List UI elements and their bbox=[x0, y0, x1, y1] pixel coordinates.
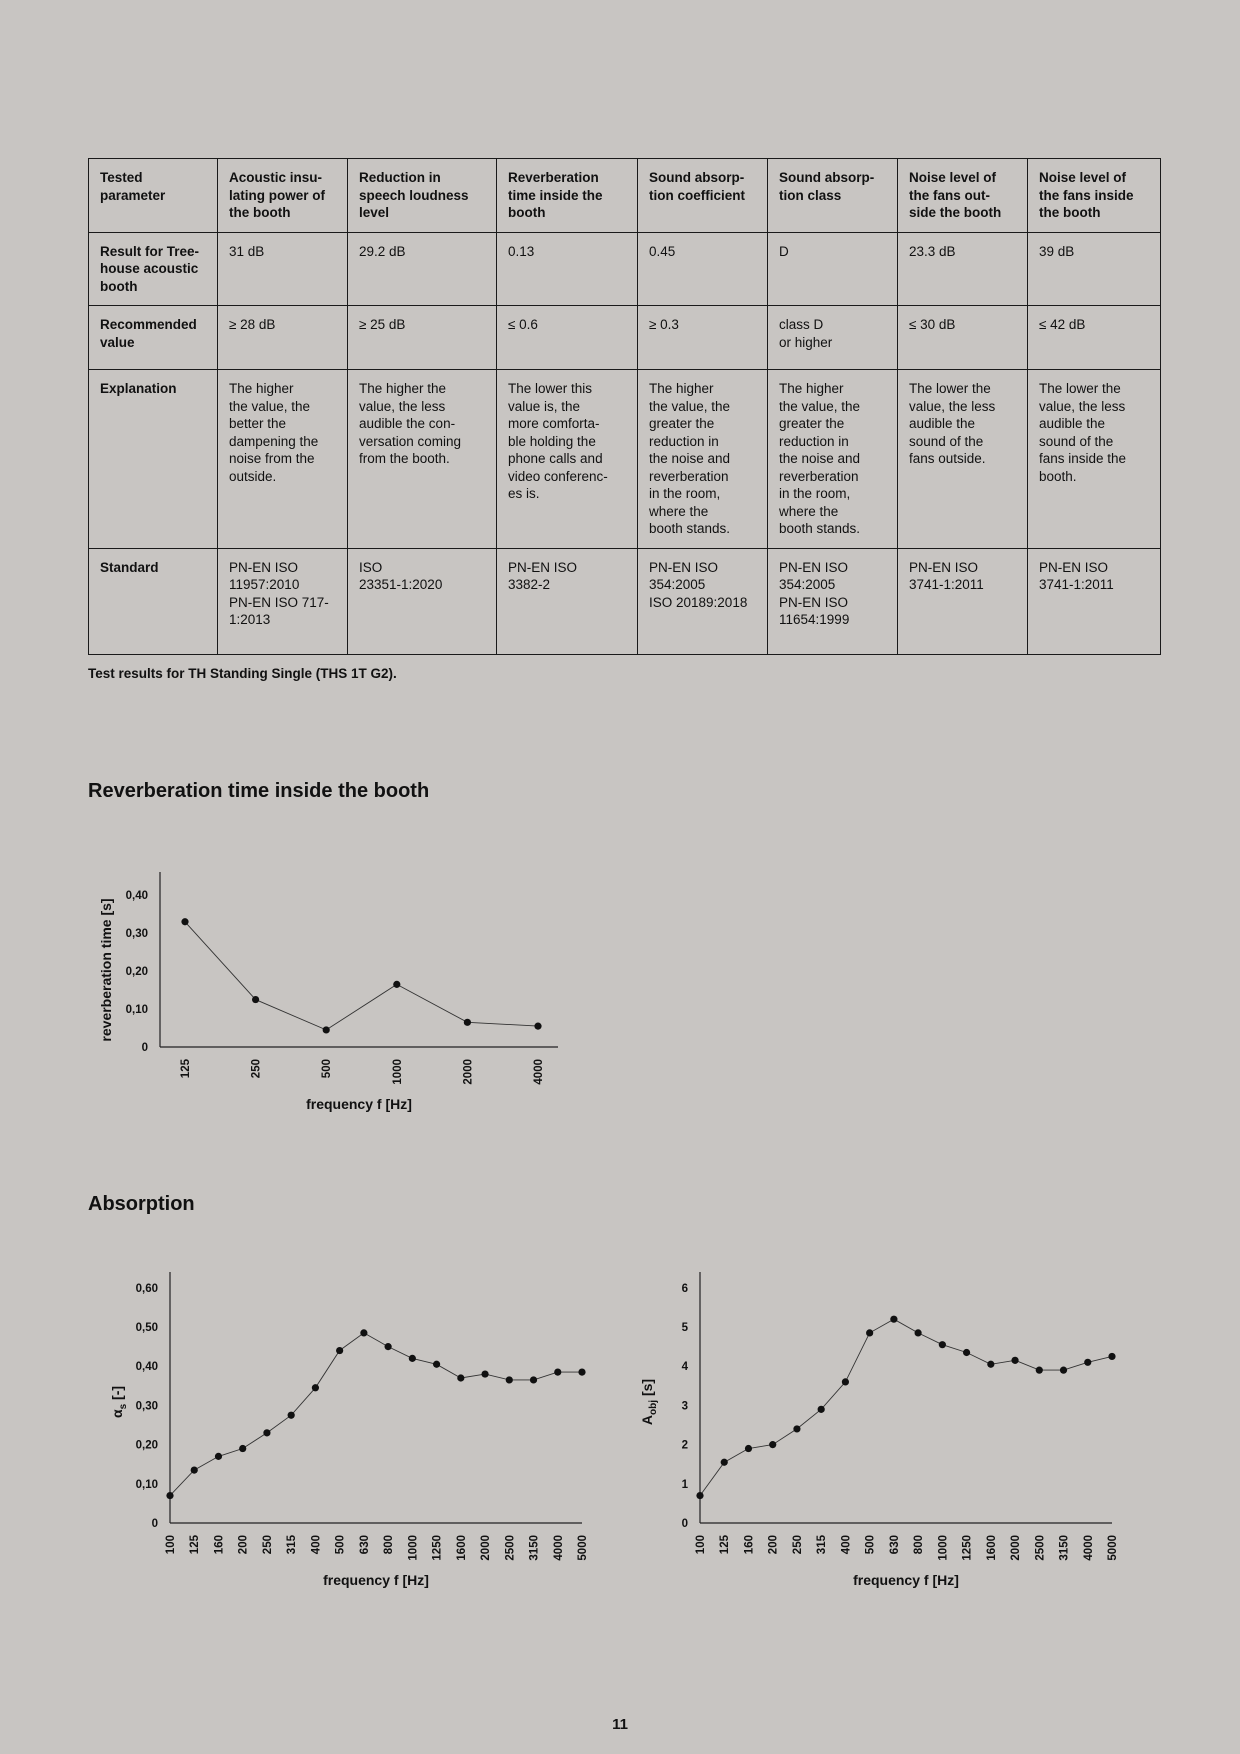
x-tick-label: 1250 bbox=[431, 1535, 444, 1561]
table-cell: PN-EN ISO 354:2005 ISO 20189:2018 bbox=[638, 548, 768, 654]
absorption-section-title: Absorption bbox=[88, 1193, 195, 1215]
x-tick-label: 5000 bbox=[577, 1535, 589, 1561]
data-point bbox=[987, 1361, 994, 1368]
table-cell: The higher the value, the less audible the con- versation coming from the booth. bbox=[348, 370, 497, 549]
x-tick-label: 2500 bbox=[1034, 1535, 1047, 1561]
table-cell: PN-EN ISO 11957:2010 PN-EN ISO 717- 1:2013 bbox=[218, 548, 348, 654]
x-tick-label: 400 bbox=[840, 1535, 853, 1555]
x-tick-label: 400 bbox=[310, 1535, 323, 1555]
x-tick-label: 3150 bbox=[1058, 1535, 1071, 1561]
y-axis-label: $A_{obj}$ [s] bbox=[639, 1378, 659, 1426]
table-cell: PN-EN ISO 354:2005 PN-EN ISO 11654:1999 bbox=[768, 548, 898, 654]
data-point bbox=[696, 1492, 703, 1499]
series-line bbox=[700, 1319, 1112, 1495]
data-point bbox=[166, 1492, 173, 1499]
data-point bbox=[263, 1429, 270, 1436]
table-header-cell: Sound absorp- tion class bbox=[768, 159, 898, 233]
table-row-label: Recommended value bbox=[89, 306, 218, 370]
data-point bbox=[215, 1453, 222, 1460]
x-tick-label: 125 bbox=[189, 1535, 202, 1555]
table-header-cell: Tested parameter bbox=[89, 159, 218, 233]
x-tick-label: 100 bbox=[165, 1535, 177, 1555]
data-point bbox=[288, 1412, 295, 1419]
table-header-cell: Noise level of the fans inside the booth bbox=[1028, 159, 1161, 233]
data-point bbox=[409, 1355, 416, 1362]
x-tick-label: 630 bbox=[888, 1535, 901, 1555]
x-tick-label: 250 bbox=[791, 1535, 804, 1555]
table-header-cell: Reduction in speech loudness level bbox=[348, 159, 497, 233]
x-tick-label: 4000 bbox=[533, 1059, 545, 1085]
table-cell: PN-EN ISO 3741-1:2011 bbox=[898, 548, 1028, 654]
data-point bbox=[336, 1347, 343, 1354]
data-point bbox=[745, 1445, 752, 1452]
x-tick-label: 125 bbox=[180, 1059, 192, 1079]
table-header-cell: Noise level of the fans out- side the booth bbox=[898, 159, 1028, 233]
data-point bbox=[530, 1376, 537, 1383]
table-cell: 39 dB bbox=[1028, 232, 1161, 306]
x-tick-label: 100 bbox=[695, 1535, 707, 1555]
y-tick-label: 0,20 bbox=[135, 1439, 158, 1452]
data-point bbox=[842, 1378, 849, 1385]
table-cell: ≥ 0.3 bbox=[638, 306, 768, 370]
data-point bbox=[393, 981, 400, 988]
x-tick-label: 2500 bbox=[504, 1535, 517, 1561]
absorption-coefficient-chart bbox=[100, 1262, 600, 1602]
test-results-table bbox=[88, 158, 1161, 655]
x-tick-label: 5000 bbox=[1107, 1535, 1119, 1561]
equivalent-absorption-area-chart bbox=[630, 1262, 1130, 1602]
data-point bbox=[457, 1374, 464, 1381]
y-tick-label: 0,30 bbox=[135, 1400, 158, 1413]
table-cell: ≤ 0.6 bbox=[497, 306, 638, 370]
data-point bbox=[534, 1023, 541, 1030]
table-cell: ≥ 25 dB bbox=[348, 306, 497, 370]
table-row-label: Standard bbox=[89, 548, 218, 654]
x-axis-label: frequency f [Hz] bbox=[306, 1096, 412, 1112]
data-point bbox=[506, 1376, 513, 1383]
x-axis-label: frequency f [Hz] bbox=[853, 1572, 959, 1588]
table-cell: ≥ 28 dB bbox=[218, 306, 348, 370]
reverberation-section-title: Reverberation time inside the booth bbox=[88, 780, 430, 802]
y-tick-label: 5 bbox=[681, 1322, 688, 1335]
table-row bbox=[89, 370, 1161, 549]
data-point bbox=[963, 1349, 970, 1356]
y-tick-label: 1 bbox=[681, 1478, 688, 1491]
table-cell: The lower the value, the less audible the sound of the fans outside. bbox=[898, 370, 1028, 549]
data-point bbox=[915, 1329, 922, 1336]
y-tick-label: 3 bbox=[681, 1400, 688, 1413]
data-point bbox=[1011, 1357, 1018, 1364]
y-axis-label: reverberation time [s] bbox=[98, 898, 114, 1042]
data-point bbox=[578, 1369, 585, 1376]
table-header-cell: Sound absorp- tion coefficient bbox=[638, 159, 768, 233]
x-tick-label: 1600 bbox=[455, 1535, 468, 1561]
data-point bbox=[890, 1316, 897, 1323]
table-row bbox=[89, 548, 1161, 654]
table-cell: D bbox=[768, 232, 898, 306]
y-tick-label: 0,10 bbox=[135, 1478, 158, 1491]
table-header-cell: Acoustic insu- lating power of the booth bbox=[218, 159, 348, 233]
y-tick-label: 0,30 bbox=[125, 928, 148, 941]
x-tick-label: 1000 bbox=[391, 1059, 404, 1085]
series-line bbox=[185, 922, 538, 1030]
x-tick-label: 315 bbox=[816, 1535, 829, 1555]
data-point bbox=[939, 1341, 946, 1348]
data-point bbox=[1060, 1367, 1067, 1374]
table-cell: The lower the value, the less audible the sound of the fans inside the booth. bbox=[1028, 370, 1161, 549]
y-tick-label: 0 bbox=[151, 1518, 158, 1530]
x-tick-label: 800 bbox=[913, 1535, 926, 1555]
x-tick-label: 4000 bbox=[552, 1535, 565, 1561]
table-cell: ≤ 30 dB bbox=[898, 306, 1028, 370]
x-tick-label: 200 bbox=[767, 1535, 780, 1555]
table-cell: ISO 23351-1:2020 bbox=[348, 548, 497, 654]
y-tick-label: 0 bbox=[141, 1042, 148, 1054]
x-tick-label: 160 bbox=[213, 1535, 226, 1555]
data-point bbox=[239, 1445, 246, 1452]
y-tick-label: 0,50 bbox=[135, 1322, 158, 1335]
y-tick-label: 0 bbox=[681, 1518, 688, 1530]
data-point bbox=[1036, 1367, 1043, 1374]
y-tick-label: 0,40 bbox=[125, 890, 148, 903]
x-tick-label: 315 bbox=[286, 1535, 299, 1555]
x-tick-label: 3150 bbox=[528, 1535, 541, 1561]
y-tick-label: 2 bbox=[681, 1439, 688, 1452]
x-tick-label: 200 bbox=[237, 1535, 250, 1555]
y-tick-label: 6 bbox=[681, 1282, 688, 1295]
x-tick-label: 4000 bbox=[1082, 1535, 1095, 1561]
table-row-label: Explanation bbox=[89, 370, 218, 549]
data-point bbox=[312, 1384, 319, 1391]
data-point bbox=[1084, 1359, 1091, 1366]
data-point bbox=[181, 918, 188, 925]
data-point bbox=[360, 1329, 367, 1336]
table-cell: The lower this value is, the more comforta- ble holding the phone calls and video conferenc- es is. bbox=[497, 370, 638, 549]
table-caption: Test results for TH Standing Single (THS 1T G2). bbox=[88, 666, 397, 681]
y-tick-label: 0,20 bbox=[125, 966, 148, 979]
data-point bbox=[866, 1329, 873, 1336]
data-point bbox=[721, 1459, 728, 1466]
data-point bbox=[464, 1019, 471, 1026]
page-number: 11 bbox=[612, 1716, 628, 1733]
data-point bbox=[323, 1026, 330, 1033]
x-tick-label: 125 bbox=[719, 1535, 732, 1555]
y-tick-label: 0,40 bbox=[135, 1361, 158, 1374]
table-row bbox=[89, 232, 1161, 306]
data-point bbox=[1108, 1353, 1115, 1360]
table-cell: class D or higher bbox=[768, 306, 898, 370]
table-cell: ≤ 42 dB bbox=[1028, 306, 1161, 370]
x-tick-label: 250 bbox=[261, 1535, 274, 1555]
y-tick-label: 4 bbox=[681, 1361, 688, 1374]
x-tick-label: 1000 bbox=[937, 1535, 950, 1561]
y-tick-label: 0,60 bbox=[135, 1282, 158, 1295]
table-cell: PN-EN ISO 3741-1:2011 bbox=[1028, 548, 1161, 654]
x-axis-label: frequency f [Hz] bbox=[323, 1572, 429, 1588]
y-tick-label: 0,10 bbox=[125, 1004, 148, 1017]
data-point bbox=[554, 1369, 561, 1376]
x-tick-label: 2000 bbox=[1010, 1535, 1023, 1561]
x-tick-label: 2000 bbox=[480, 1535, 493, 1561]
x-tick-label: 160 bbox=[743, 1535, 756, 1555]
table-header-cell: Reverberation time inside the booth bbox=[497, 159, 638, 233]
table-cell: 0.13 bbox=[497, 232, 638, 306]
data-point bbox=[252, 996, 259, 1003]
x-tick-label: 2000 bbox=[462, 1059, 475, 1085]
data-point bbox=[793, 1425, 800, 1432]
reverberation-chart bbox=[88, 850, 588, 1120]
data-point bbox=[769, 1441, 776, 1448]
series-line bbox=[170, 1333, 582, 1496]
x-tick-label: 1600 bbox=[985, 1535, 998, 1561]
data-point bbox=[818, 1406, 825, 1413]
table-header-row bbox=[89, 159, 1161, 233]
table-cell: 31 dB bbox=[218, 232, 348, 306]
table-cell: The higher the value, the better the dampening the noise from the outside. bbox=[218, 370, 348, 549]
table-row bbox=[89, 306, 1161, 370]
x-tick-label: 1000 bbox=[407, 1535, 420, 1561]
data-point bbox=[385, 1343, 392, 1350]
table-row-label: Result for Tree- house acoustic booth bbox=[89, 232, 218, 306]
x-tick-label: 250 bbox=[250, 1059, 263, 1079]
table-cell: The higher the value, the greater the reduction in the noise and reverberation in the room, where the booth stands. bbox=[638, 370, 768, 549]
table-cell: PN-EN ISO 3382-2 bbox=[497, 548, 638, 654]
x-tick-label: 800 bbox=[383, 1535, 396, 1555]
data-point bbox=[433, 1361, 440, 1368]
data-point bbox=[191, 1466, 198, 1473]
table-cell: The higher the value, the greater the reduction in the noise and reverberation in the room, where the booth stands. bbox=[768, 370, 898, 549]
x-tick-label: 500 bbox=[864, 1535, 877, 1555]
x-tick-label: 1250 bbox=[961, 1535, 974, 1561]
data-point bbox=[481, 1370, 488, 1377]
x-tick-label: 500 bbox=[334, 1535, 347, 1555]
table-cell: 23.3 dB bbox=[898, 232, 1028, 306]
y-axis-label: $\alpha_s$ [-] bbox=[109, 1385, 129, 1419]
table-cell: 0.45 bbox=[638, 232, 768, 306]
x-tick-label: 630 bbox=[358, 1535, 371, 1555]
table-cell: 29.2 dB bbox=[348, 232, 497, 306]
x-tick-label: 500 bbox=[321, 1059, 334, 1079]
